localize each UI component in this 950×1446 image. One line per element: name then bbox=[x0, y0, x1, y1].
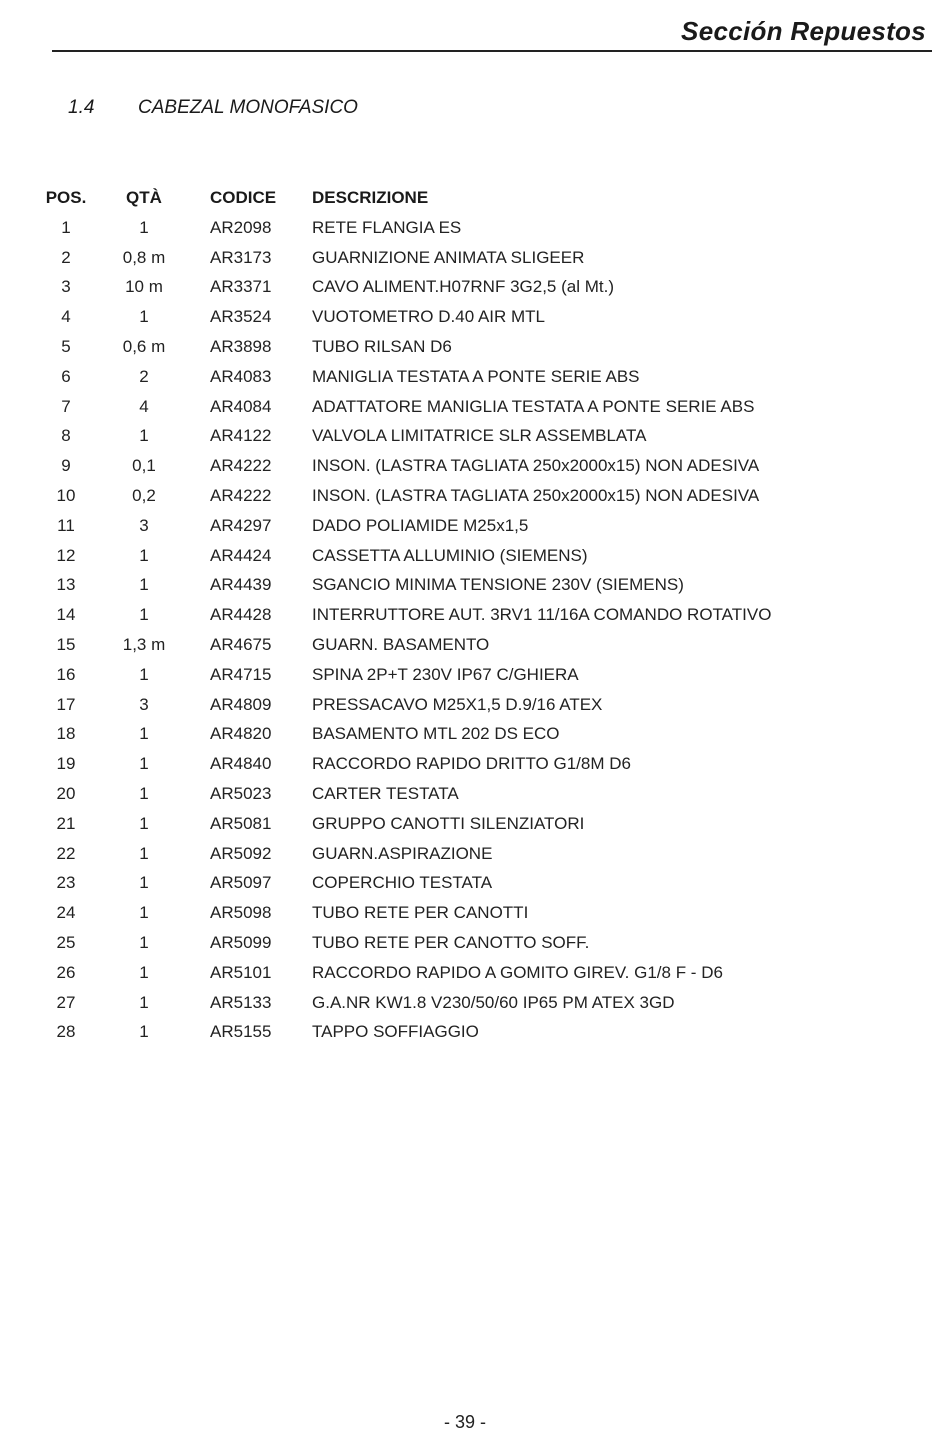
cell-qty: 1 bbox=[139, 426, 149, 446]
cell-desc: CASSETTA ALLUMINIO (SIEMENS) bbox=[312, 545, 588, 565]
cell-qty: 1 bbox=[139, 783, 149, 803]
table-header-row bbox=[0, 186, 950, 216]
table-row bbox=[0, 812, 950, 842]
cell-qty: 1 bbox=[139, 873, 149, 893]
cell-pos: 5 bbox=[61, 336, 71, 356]
cell-desc: PRESSACAVO M25X1,5 D.9/16 ATEX bbox=[312, 694, 603, 714]
cell-desc: ADATTATORE MANIGLIA TESTATA A PONTE SERIE ABS bbox=[312, 396, 755, 416]
table-row bbox=[0, 454, 950, 484]
cell-qty: 3 bbox=[139, 694, 149, 714]
table-row bbox=[0, 514, 950, 544]
cell-qty: 0,8 m bbox=[122, 247, 166, 267]
cell-code: AR4809 bbox=[210, 694, 272, 714]
table-row bbox=[0, 424, 950, 454]
table-row bbox=[0, 275, 950, 305]
cell-code: AR5099 bbox=[210, 932, 272, 952]
cell-pos: 6 bbox=[61, 366, 71, 386]
cell-qty: 1,3 m bbox=[122, 634, 166, 654]
table-row bbox=[0, 305, 950, 335]
cell-code: AR5155 bbox=[210, 1022, 272, 1042]
cell-pos: 13 bbox=[56, 575, 76, 595]
cell-qty: 1 bbox=[139, 813, 149, 833]
cell-pos: 14 bbox=[56, 605, 76, 625]
column-header-qty: QTÀ bbox=[126, 188, 162, 207]
section-number: 1.4 bbox=[68, 97, 95, 118]
cell-code: AR4083 bbox=[210, 366, 272, 386]
table-row bbox=[0, 335, 950, 365]
cell-code: AR5092 bbox=[210, 843, 272, 863]
table-row bbox=[0, 901, 950, 931]
section-heading bbox=[68, 97, 358, 119]
section-title: CABEZAL MONOFASICO bbox=[138, 97, 358, 118]
cell-desc: INSON. (LASTRA TAGLIATA 250x2000x15) NON ADESIVA bbox=[312, 485, 760, 505]
table-row bbox=[0, 782, 950, 812]
table-row bbox=[0, 663, 950, 693]
cell-qty: 4 bbox=[139, 396, 149, 416]
cell-code: AR4675 bbox=[210, 634, 272, 654]
cell-pos: 10 bbox=[56, 485, 76, 505]
cell-qty: 1 bbox=[139, 903, 149, 923]
cell-desc: G.A.NR KW1.8 V230/50/60 IP65 PM ATEX 3GD bbox=[312, 992, 675, 1012]
cell-desc: GUARN.ASPIRAZIONE bbox=[312, 843, 493, 863]
table-row bbox=[0, 603, 950, 633]
cell-code: AR4122 bbox=[210, 426, 272, 446]
cell-pos: 20 bbox=[56, 783, 76, 803]
cell-code: AR5098 bbox=[210, 903, 272, 923]
table-row bbox=[0, 395, 950, 425]
cell-qty: 1 bbox=[139, 217, 149, 237]
cell-desc: RACCORDO RAPIDO A GOMITO GIREV. G1/8 F - D6 bbox=[312, 962, 723, 982]
cell-code: AR4297 bbox=[210, 515, 272, 535]
cell-qty: 0,2 bbox=[132, 485, 156, 505]
table-body bbox=[0, 216, 950, 1050]
cell-code: AR5133 bbox=[210, 992, 272, 1012]
cell-pos: 26 bbox=[56, 962, 76, 982]
table-row bbox=[0, 752, 950, 782]
cell-desc: TUBO RETE PER CANOTTI bbox=[312, 903, 529, 923]
cell-desc: RACCORDO RAPIDO DRITTO G1/8M D6 bbox=[312, 754, 631, 774]
cell-pos: 18 bbox=[56, 724, 76, 744]
cell-code: AR4439 bbox=[210, 575, 272, 595]
column-header-code: CODICE bbox=[210, 188, 277, 207]
cell-desc: INTERRUTTORE AUT. 3RV1 11/16A COMANDO ROTATIVO bbox=[312, 605, 772, 625]
cell-code: AR5023 bbox=[210, 783, 272, 803]
cell-pos: 27 bbox=[56, 992, 76, 1012]
cell-code: AR4715 bbox=[210, 664, 272, 684]
parts-table bbox=[0, 186, 950, 1050]
table-row bbox=[0, 544, 950, 574]
table-row bbox=[0, 991, 950, 1021]
cell-qty: 0,6 m bbox=[122, 336, 166, 356]
cell-pos: 19 bbox=[56, 754, 76, 774]
cell-desc: INSON. (LASTRA TAGLIATA 250x2000x15) NON ADESIVA bbox=[312, 456, 760, 476]
cell-code: AR4222 bbox=[210, 485, 272, 505]
cell-desc: SGANCIO MINIMA TENSIONE 230V (SIEMENS) bbox=[312, 575, 684, 595]
cell-qty: 1 bbox=[139, 575, 149, 595]
column-header-desc: DESCRIZIONE bbox=[312, 188, 429, 207]
cell-pos: 1 bbox=[61, 217, 71, 237]
cell-desc: RETE FLANGIA ES bbox=[312, 217, 462, 237]
table-row bbox=[0, 484, 950, 514]
cell-desc: DADO POLIAMIDE M25x1,5 bbox=[312, 515, 529, 535]
cell-pos: 8 bbox=[61, 426, 71, 446]
table-row bbox=[0, 871, 950, 901]
cell-qty: 1 bbox=[139, 754, 149, 774]
cell-qty: 1 bbox=[139, 1022, 149, 1042]
cell-pos: 22 bbox=[56, 843, 76, 863]
cell-code: AR5081 bbox=[210, 813, 272, 833]
table-row bbox=[0, 216, 950, 246]
cell-desc: GUARN. BASAMENTO bbox=[312, 634, 490, 654]
cell-code: AR4424 bbox=[210, 545, 272, 565]
cell-desc: TUBO RILSAN D6 bbox=[312, 336, 452, 356]
table-row bbox=[0, 633, 950, 663]
cell-code: AR4820 bbox=[210, 724, 272, 744]
cell-pos: 24 bbox=[56, 903, 76, 923]
table-row bbox=[0, 365, 950, 395]
cell-pos: 28 bbox=[56, 1022, 76, 1042]
cell-code: AR5101 bbox=[210, 962, 272, 982]
cell-desc: GRUPPO CANOTTI SILENZIATORI bbox=[312, 813, 585, 833]
cell-code: AR5097 bbox=[210, 873, 272, 893]
cell-pos: 16 bbox=[56, 664, 76, 684]
cell-code: AR3898 bbox=[210, 336, 272, 356]
cell-code: AR4428 bbox=[210, 605, 272, 625]
cell-qty: 1 bbox=[139, 605, 149, 625]
cell-code: AR3371 bbox=[210, 277, 272, 297]
column-header-pos: POS. bbox=[45, 188, 87, 207]
cell-pos: 25 bbox=[56, 932, 76, 952]
cell-qty: 10 m bbox=[125, 277, 163, 297]
cell-pos: 9 bbox=[61, 456, 71, 476]
cell-pos: 4 bbox=[61, 307, 71, 327]
table-row bbox=[0, 931, 950, 961]
cell-qty: 1 bbox=[139, 307, 149, 327]
cell-desc: TAPPO SOFFIAGGIO bbox=[312, 1022, 479, 1042]
cell-pos: 17 bbox=[56, 694, 76, 714]
cell-pos: 3 bbox=[61, 277, 71, 297]
cell-desc: CAVO ALIMENT.H07RNF 3G2,5 (al Mt.) bbox=[312, 277, 614, 297]
cell-qty: 0,1 bbox=[132, 456, 156, 476]
cell-qty: 3 bbox=[139, 515, 149, 535]
cell-qty: 1 bbox=[139, 962, 149, 982]
cell-pos: 11 bbox=[57, 515, 75, 535]
cell-code: AR4222 bbox=[210, 456, 272, 476]
cell-qty: 1 bbox=[139, 664, 149, 684]
cell-qty: 1 bbox=[139, 932, 149, 952]
table-row bbox=[0, 961, 950, 991]
cell-desc: BASAMENTO MTL 202 DS ECO bbox=[312, 724, 560, 744]
cell-code: AR3173 bbox=[210, 247, 272, 267]
cell-pos: 12 bbox=[56, 545, 76, 565]
cell-desc: COPERCHIO TESTATA bbox=[312, 873, 493, 893]
table-row bbox=[0, 842, 950, 872]
table-row bbox=[0, 693, 950, 723]
cell-qty: 1 bbox=[139, 724, 149, 744]
page-number: - 39 - bbox=[443, 1412, 486, 1432]
cell-desc: SPINA 2P+T 230V IP67 C/GHIERA bbox=[312, 664, 579, 684]
table-row bbox=[0, 573, 950, 603]
header-divider bbox=[52, 50, 932, 52]
cell-desc: MANIGLIA TESTATA A PONTE SERIE ABS bbox=[312, 366, 640, 386]
cell-code: AR3524 bbox=[210, 307, 272, 327]
cell-desc: CARTER TESTATA bbox=[312, 783, 459, 803]
cell-code: AR2098 bbox=[210, 217, 272, 237]
cell-qty: 1 bbox=[139, 843, 149, 863]
page-header-title: Sección Repuestos bbox=[681, 16, 926, 46]
cell-code: AR4084 bbox=[210, 396, 272, 416]
table-row bbox=[0, 1020, 950, 1050]
cell-pos: 23 bbox=[56, 873, 76, 893]
cell-pos: 7 bbox=[61, 396, 71, 416]
cell-desc: VALVOLA LIMITATRICE SLR ASSEMBLATA bbox=[312, 426, 647, 446]
table-row bbox=[0, 246, 950, 276]
cell-desc: GUARNIZIONE ANIMATA SLIGEER bbox=[312, 247, 585, 267]
cell-code: AR4840 bbox=[210, 754, 272, 774]
cell-pos: 21 bbox=[56, 813, 76, 833]
cell-pos: 2 bbox=[61, 247, 71, 267]
cell-qty: 1 bbox=[139, 992, 149, 1012]
cell-qty: 1 bbox=[139, 545, 149, 565]
table-row bbox=[0, 722, 950, 752]
cell-pos: 15 bbox=[56, 634, 76, 654]
cell-qty: 2 bbox=[139, 366, 149, 386]
cell-desc: VUOTOMETRO D.40 AIR MTL bbox=[312, 307, 546, 327]
cell-desc: TUBO RETE PER CANOTTO SOFF. bbox=[312, 932, 590, 952]
